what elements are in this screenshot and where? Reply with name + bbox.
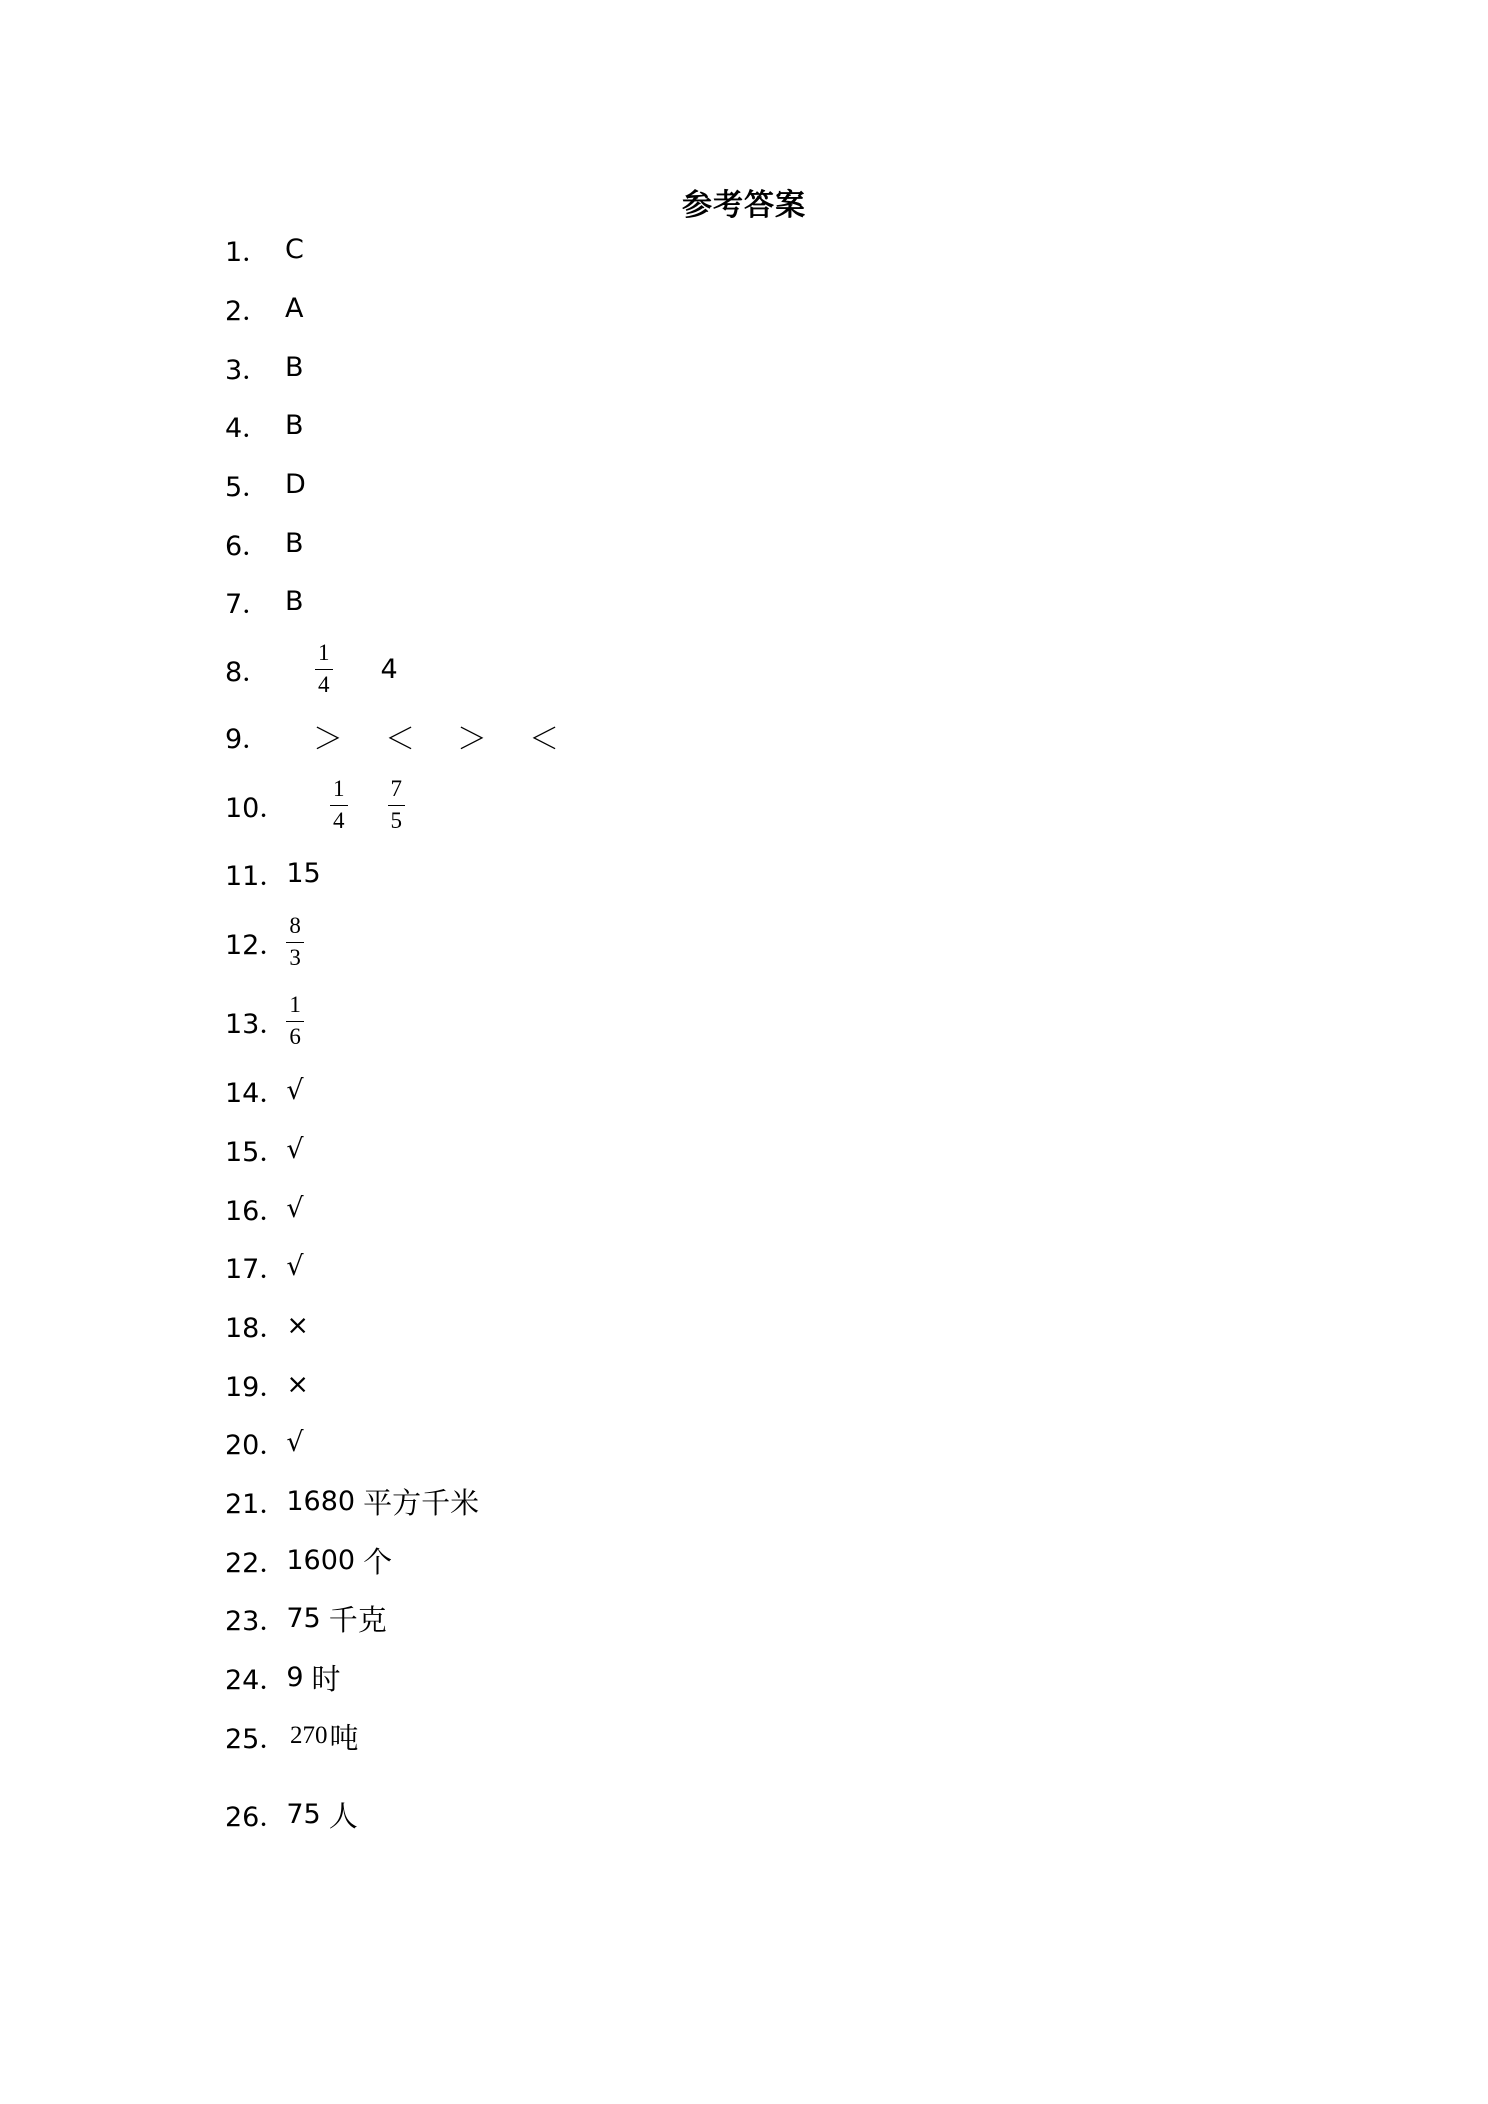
- fraction-numerator: 1: [315, 640, 333, 669]
- answer-7: [225, 576, 304, 626]
- fraction-denominator: 4: [318, 671, 330, 697]
- fraction-denominator: 6: [289, 1023, 301, 1049]
- answer-value: 75: [286, 1798, 321, 1830]
- answer-value: B: [285, 527, 304, 559]
- answer-number: 24．: [225, 1664, 287, 1696]
- answer-16: [225, 1183, 304, 1233]
- answer-unit: 平方千米: [363, 1485, 480, 1520]
- fraction-numerator: 8: [286, 913, 304, 942]
- answer-number: 5．: [225, 471, 270, 503]
- answer-number: 19．: [225, 1371, 287, 1403]
- answer-4: [225, 400, 304, 450]
- answer-number: 17．: [225, 1253, 287, 1285]
- answer-22: [225, 1535, 392, 1585]
- answer-unit: 千克: [328, 1602, 387, 1637]
- answer-number: 21．: [225, 1488, 287, 1520]
- answer-unit: 吨: [329, 1720, 359, 1755]
- fraction-denominator: 5: [390, 807, 402, 833]
- answer-26: [225, 1789, 358, 1839]
- answer-value: √: [286, 1426, 304, 1458]
- comparison-symbol: ＜: [385, 722, 415, 757]
- answer-unit: 个: [363, 1544, 393, 1579]
- answer-13: [225, 992, 338, 1049]
- answer-number: 10．: [225, 792, 287, 824]
- answer-23: [225, 1593, 387, 1643]
- answer-value: 1600: [286, 1544, 356, 1576]
- fraction: [286, 913, 304, 971]
- answer-number: 6．: [225, 530, 270, 562]
- answer-number: 22．: [225, 1547, 287, 1579]
- answer-value: B: [285, 409, 304, 441]
- comparison-symbol: ＞: [313, 722, 343, 757]
- answer-number: 26．: [225, 1801, 287, 1833]
- answer-number: 16．: [225, 1195, 287, 1227]
- answer-number: 23．: [225, 1605, 287, 1637]
- answer-number: 25．: [225, 1723, 287, 1755]
- answer-number: 20．: [225, 1429, 287, 1461]
- answer-value: √: [286, 1192, 304, 1224]
- answer-9: [225, 711, 601, 761]
- answer-number: 9．: [225, 723, 270, 755]
- fraction-numerator: 1: [330, 776, 348, 805]
- answer-value: B: [285, 351, 304, 383]
- answer-number: 18．: [225, 1312, 287, 1344]
- answer-25: [225, 1711, 359, 1761]
- fraction: [315, 640, 333, 698]
- answer-19: [225, 1359, 309, 1409]
- answer-10: [225, 776, 439, 833]
- answer-value: √: [286, 1133, 304, 1165]
- page-title: 参考答案: [682, 188, 806, 223]
- answer-number: 1．: [225, 236, 270, 268]
- answer-value: ×: [286, 1368, 309, 1400]
- answer-number: 7．: [225, 588, 270, 620]
- answer-value: 1680: [286, 1485, 356, 1517]
- answer-value: A: [285, 292, 304, 324]
- answer-value: 4: [380, 653, 398, 685]
- answer-unit: 人: [328, 1798, 358, 1833]
- answer-18: [225, 1300, 309, 1350]
- answer-value: C: [285, 233, 304, 265]
- answer-value: ×: [286, 1309, 309, 1341]
- answer-number: 8．: [225, 656, 270, 688]
- answer-2: [225, 283, 303, 333]
- fraction-denominator: 3: [289, 944, 301, 970]
- answer-number: 11．: [225, 860, 287, 892]
- answer-8: [225, 640, 398, 697]
- answer-14: [225, 1065, 304, 1115]
- fraction-numerator: 7: [388, 776, 406, 805]
- answer-value: 15: [286, 857, 321, 889]
- comparison-symbol: ＜: [529, 722, 559, 757]
- answer-1: [225, 224, 304, 274]
- answer-value: B: [285, 585, 304, 617]
- answer-24: [225, 1652, 341, 1702]
- answer-value: √: [286, 1074, 304, 1106]
- answer-number: 12．: [225, 929, 287, 961]
- fraction: [388, 776, 406, 834]
- answer-3: [225, 342, 304, 392]
- answer-value: D: [285, 468, 306, 500]
- answer-number: 14．: [225, 1077, 287, 1109]
- answer-value: √: [286, 1250, 304, 1282]
- answer-value: 75: [286, 1602, 321, 1634]
- answer-number: 3．: [225, 354, 270, 386]
- answer-21: [225, 1476, 479, 1526]
- answer-value: 9: [286, 1661, 304, 1693]
- answer-12: [225, 913, 338, 970]
- answer-number: 4．: [225, 412, 270, 444]
- fraction: [286, 992, 304, 1050]
- fraction-denominator: 4: [333, 807, 345, 833]
- answer-number: 15．: [225, 1136, 287, 1168]
- fraction-numerator: 1: [286, 992, 304, 1021]
- answer-6: [225, 518, 304, 568]
- answer-5: [225, 459, 306, 509]
- fraction: [330, 776, 348, 834]
- answer-number: 13．: [225, 1008, 287, 1040]
- answer-17: [225, 1241, 304, 1291]
- answer-11: [225, 848, 321, 898]
- answer-value: 270: [290, 1722, 328, 1749]
- answer-unit: 时: [311, 1661, 341, 1696]
- answer-number: 2．: [225, 295, 270, 327]
- comparison-symbol: ＞: [457, 722, 487, 757]
- answer-20: [225, 1417, 304, 1467]
- answer-15: [225, 1124, 304, 1174]
